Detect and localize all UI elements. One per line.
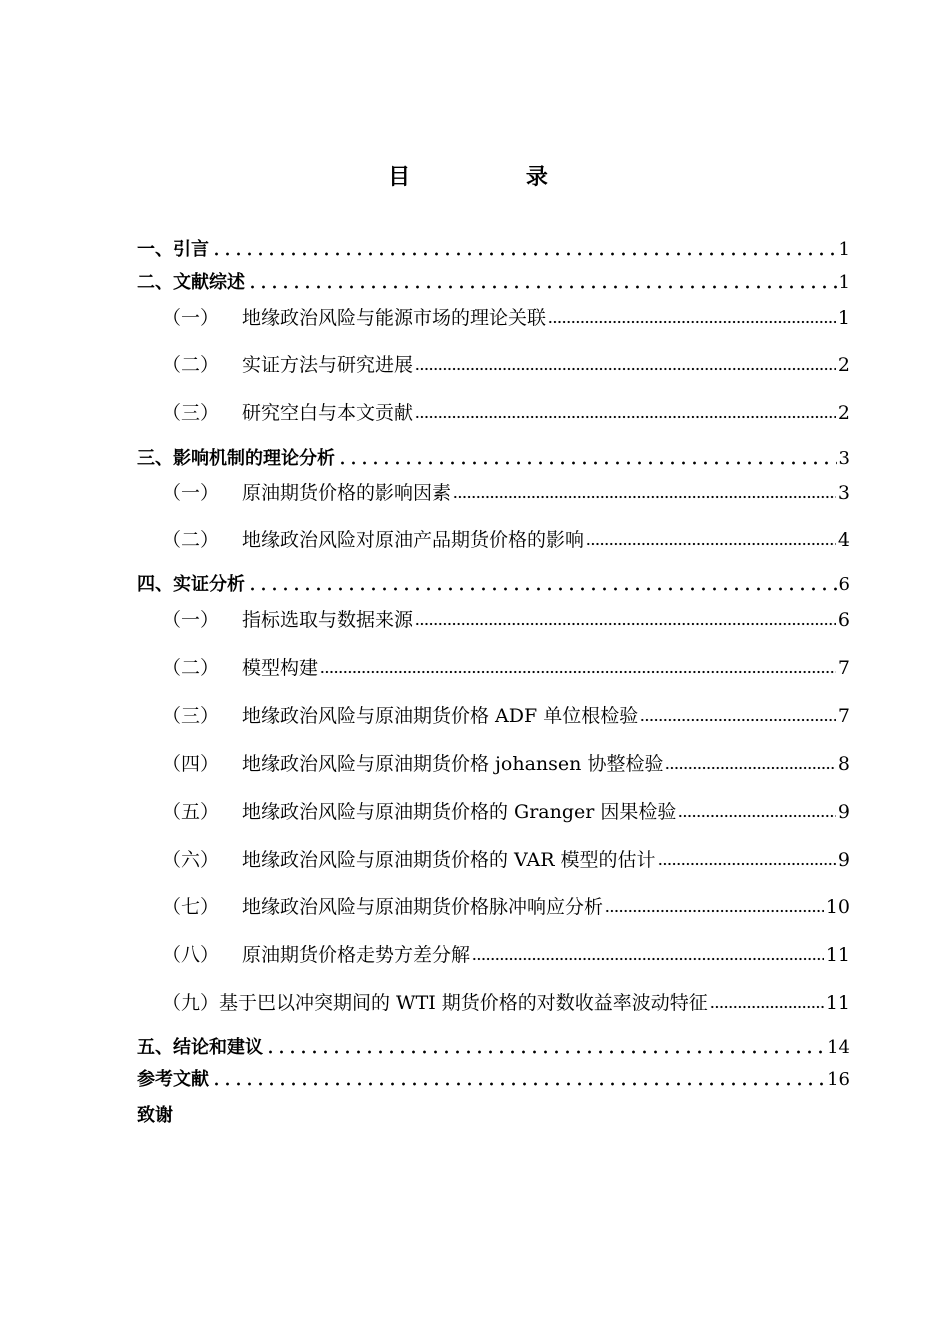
toc-page-number: 3 [838, 448, 850, 469]
toc-entry-title: 五、结论和建议 [137, 1037, 263, 1058]
toc-entry-title: 指标选取与数据来源 [242, 609, 414, 631]
toc-entry[interactable] [137, 1035, 850, 1061]
toc-entry[interactable] [162, 305, 850, 331]
dot-leader [247, 587, 837, 591]
toc-entry[interactable] [162, 703, 850, 729]
toc-entry[interactable] [162, 400, 850, 426]
toc-entry-title: 地缘政治风险与原油期货价格 ADF 单位根检验 [242, 705, 639, 727]
toc-page-number: 1 [838, 272, 850, 293]
dot-leader [665, 766, 835, 770]
toc-page-number: 9 [837, 801, 850, 823]
dot-leader [710, 1005, 824, 1009]
toc-entry-title: 二、文献综述 [137, 272, 245, 293]
toc-page-number: 7 [837, 705, 850, 727]
toc-entry-title: 三、影响机制的理论分析 [137, 448, 335, 469]
toc-entry[interactable] [137, 1067, 850, 1093]
toc-entry-number: （七） [162, 896, 220, 918]
dot-leader [247, 285, 837, 289]
toc-entry-number: （一） [162, 609, 220, 631]
dot-leader [211, 1082, 825, 1086]
toc-entry[interactable] [162, 527, 850, 553]
dot-leader [415, 367, 836, 371]
toc-page-number: 1 [837, 307, 850, 329]
dot-leader [337, 461, 837, 465]
toc-entry-title: 参考文献 [137, 1069, 209, 1090]
toc-page-number: 2 [837, 354, 850, 376]
toc-entry-title: 地缘政治风险对原油产品期货价格的影响 [242, 529, 585, 551]
toc-entry[interactable] [137, 270, 850, 296]
toc-entry[interactable] [137, 572, 850, 598]
toc-entry-number: （三） [162, 705, 220, 727]
toc-entry-title: 一、引言 [137, 239, 209, 260]
toc-entry-number: （四） [162, 753, 220, 775]
toc-entry[interactable] [162, 480, 850, 506]
toc-entry-title: 地缘政治风险与能源市场的理论关联 [242, 307, 547, 329]
toc-entry-number: （九） [162, 992, 220, 1014]
dot-leader [548, 320, 836, 324]
toc-entry[interactable] [137, 446, 850, 472]
toc-entry-title: 实证方法与研究进展 [242, 354, 414, 376]
toc-entry[interactable] [162, 655, 850, 681]
toc-page-number: 16 [827, 1069, 850, 1090]
dot-leader [586, 542, 836, 546]
toc-entry[interactable] [162, 352, 850, 378]
toc-entry-title: 原油期货价格走势方差分解 [242, 944, 471, 966]
toc-page-number: 1 [838, 239, 850, 260]
toc-entry[interactable] [137, 237, 850, 263]
toc-entry-title: 致谢 [137, 1105, 173, 1126]
toc-entry[interactable] [162, 942, 850, 968]
toc-entry[interactable] [162, 607, 850, 633]
toc-entry-title: 模型构建 [242, 657, 319, 679]
toc-entry-number: （二） [162, 529, 220, 551]
toc-entry-title: 四、实证分析 [137, 574, 245, 595]
toc-entry-title: 地缘政治风险与原油期货价格的 Granger 因果检验 [242, 801, 677, 823]
dot-leader [678, 814, 836, 818]
page-title: 目 录 [388, 165, 602, 190]
toc-entry-number: （一） [162, 307, 220, 329]
toc-page-number: 4 [837, 529, 850, 551]
dot-leader [265, 1050, 825, 1054]
toc-entry[interactable] [162, 847, 850, 873]
toc-entry-title: 原油期货价格的影响因素 [242, 482, 452, 504]
toc-entry[interactable] [162, 751, 850, 777]
toc-page-number: 2 [837, 402, 850, 424]
dot-leader [605, 909, 824, 913]
toc-entry-number: （二） [162, 354, 220, 376]
toc-page-number: 10 [825, 896, 850, 918]
toc-page-number: 7 [837, 657, 850, 679]
toc-page-number: 6 [837, 609, 850, 631]
toc-page-number: 6 [838, 574, 850, 595]
toc-entry-number: （五） [162, 801, 220, 823]
toc-page-number: 8 [837, 753, 850, 775]
toc-entry-number: （八） [162, 944, 220, 966]
dot-leader [658, 862, 836, 866]
toc-entry-number: （三） [162, 402, 220, 424]
dot-leader [415, 415, 836, 419]
toc-entry-number: （一） [162, 482, 220, 504]
toc-entry[interactable] [137, 1103, 850, 1129]
toc-page-number: 11 [825, 944, 850, 966]
dot-leader [320, 670, 836, 674]
toc-page-number: 9 [837, 849, 850, 871]
toc-page-number: 3 [837, 482, 850, 504]
toc-entry-number: （二） [162, 657, 220, 679]
dot-leader [453, 495, 836, 499]
toc-entry-title: 地缘政治风险与原油期货价格 johansen 协整检验 [242, 753, 664, 775]
toc-entry-title: 地缘政治风险与原油期货价格的 VAR 模型的估计 [242, 849, 656, 871]
toc-entry-number: （六） [162, 849, 220, 871]
toc-entry-title: 研究空白与本文贡献 [242, 402, 414, 424]
toc-page-number: 11 [825, 992, 850, 1014]
toc-page-number: 14 [827, 1037, 850, 1058]
dot-leader [640, 718, 836, 722]
toc-entry-title: 基于巴以冲突期间的 WTI 期货价格的对数收益率波动特征 [219, 992, 708, 1014]
dot-leader [472, 957, 824, 961]
toc-entry[interactable] [162, 990, 850, 1016]
toc-entry[interactable] [162, 799, 850, 825]
toc-entry[interactable] [162, 894, 850, 920]
dot-leader [415, 622, 836, 626]
dot-leader [211, 252, 837, 256]
toc-entry-title: 地缘政治风险与原油期货价格脉冲响应分析 [242, 896, 604, 918]
